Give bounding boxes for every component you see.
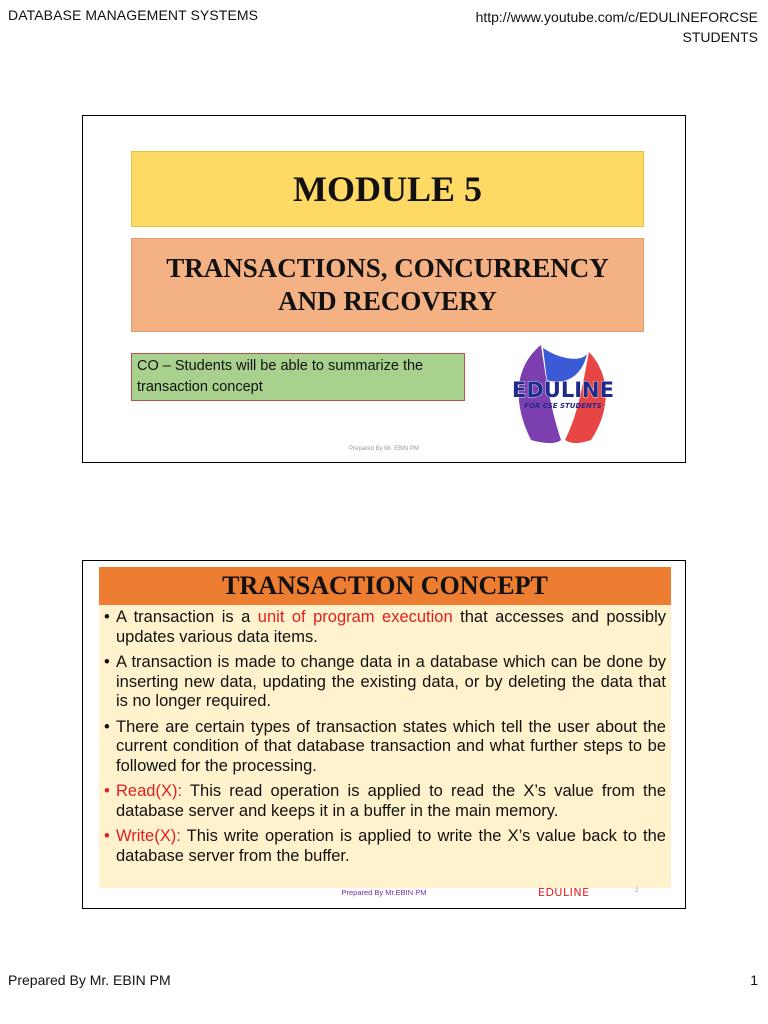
bullet-item bbox=[104, 608, 666, 647]
bullet-icon: • bbox=[104, 782, 110, 800]
bullet-item bbox=[104, 782, 666, 821]
slide1-prepared-by: Prepared By Mr. EBIN PM bbox=[349, 446, 419, 452]
slide2-title: TRANSACTION CONCEPT bbox=[99, 567, 671, 605]
read-operation-label: Read(X): bbox=[116, 782, 183, 800]
bullet-icon: • bbox=[104, 653, 110, 671]
eduline-logo bbox=[491, 340, 635, 450]
header-url-line1: http://www.youtube.com/c/EDULINEFORCSE bbox=[475, 9, 758, 25]
transaction-bullet-list bbox=[104, 608, 666, 872]
module-title: MODULE 5 bbox=[131, 151, 644, 227]
bullet-item bbox=[104, 653, 666, 712]
bullet-icon: • bbox=[104, 717, 110, 736]
write-operation-text: This write operation is applied to write the X’s value back to the database server from the buffer. bbox=[116, 827, 666, 865]
document-header-url bbox=[476, 7, 758, 47]
bullet1-highlight: unit of program execution bbox=[257, 608, 453, 626]
document-page-number: 1 bbox=[750, 972, 758, 988]
slide2-prepared-by: Prepared By Mr.EBIN PM bbox=[341, 888, 427, 897]
slide2-content-panel bbox=[99, 567, 671, 888]
course-outcome-box: CO – Students will be able to summarize the transaction concept bbox=[131, 353, 465, 401]
write-operation-label: Write(X): bbox=[116, 827, 181, 845]
bullet-item bbox=[104, 827, 666, 866]
bullet-item bbox=[104, 718, 666, 777]
bullet-icon: • bbox=[104, 608, 110, 626]
logo-top-flame bbox=[543, 348, 587, 382]
logo-wordmark: EDULINE bbox=[512, 378, 614, 402]
bullet-icon: • bbox=[104, 827, 110, 845]
document-header-title: DATABASE MANAGEMENT SYSTEMS bbox=[8, 7, 259, 23]
slide-1 bbox=[82, 115, 686, 463]
read-operation-text: This read operation is applied to read the X’s value from the database server and keeps it in a buffer in the main memory. bbox=[116, 782, 666, 820]
bullet3-text: There are certain types of transaction states which tell the user about the current condition of that database transaction and what further steps to be followed for the processing. bbox=[116, 717, 666, 775]
slide2-page-number: 2 bbox=[635, 888, 639, 894]
slide-2 bbox=[82, 560, 686, 909]
bullet2-text: A transaction is made to change data in a database which can be done by inserting new data, updating the existing data, or by deleting the data that is no longer required. bbox=[116, 653, 666, 710]
bullet1-text-end: that accesses and possibly updates various data items. bbox=[116, 608, 666, 646]
module-subtitle: TRANSACTIONS, CONCURRENCY AND RECOVERY bbox=[131, 238, 644, 332]
slide2-brand: EDULINE bbox=[538, 886, 590, 899]
header-url-line2: STUDENTS bbox=[682, 29, 758, 45]
bullet1-text-start: A transaction is a bbox=[116, 608, 258, 626]
logo-tagline: FOR CSE STUDENTS bbox=[524, 402, 602, 410]
document-footer-author: Prepared By Mr. EBIN PM bbox=[8, 972, 171, 988]
